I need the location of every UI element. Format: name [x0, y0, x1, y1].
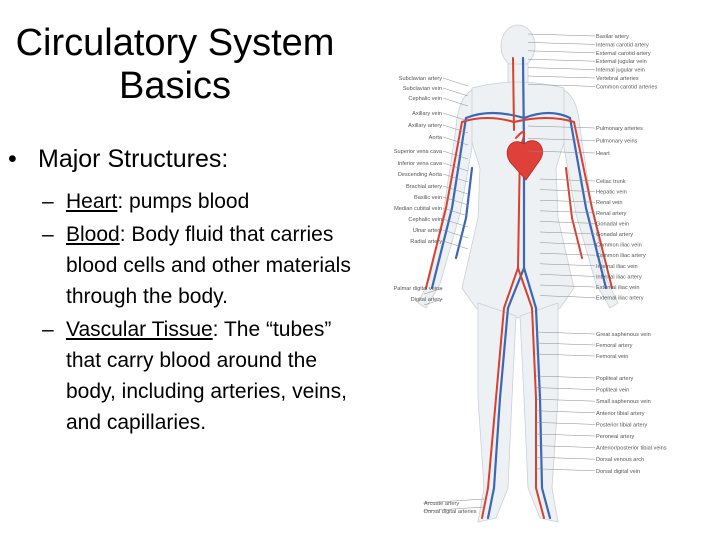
right-diagram-label-28: Anterior tibial artery [596, 410, 645, 417]
definition-heart: : pumps blood [117, 190, 250, 213]
left-diagram-label-3: Axillary vein [412, 111, 442, 117]
term-heart: Heart [66, 190, 118, 213]
right-diagram-label-7: Pulmonary arteries [596, 126, 643, 132]
right-leader-line-3 [528, 59, 595, 61]
left-diagram-label-13: Ulnar artery [412, 228, 442, 234]
right-diagram-label-20: External iliac vein [596, 285, 640, 291]
circulatory-diagram [360, 18, 716, 536]
right-diagram-label-4: Internal jugular vein [596, 67, 645, 74]
right-diagram-label-17: Common iliac artery [596, 253, 646, 260]
right-diagram-label-33: Dorsal digital vein [596, 468, 641, 475]
right-diagram-label-23: Femoral artery [596, 343, 633, 349]
right-diagram-label-14: Gonadal vein [596, 221, 629, 228]
right-diagram-label-3: External jugular vein [596, 59, 647, 66]
right-diagram-label-11: Hepatic vein [596, 189, 627, 196]
right-diagram-label-5: Vertebral arteries [596, 76, 639, 82]
left-diagram-label-2: Cephalic vein [408, 96, 442, 102]
right-diagram-label-25: Popliteal artery [596, 376, 634, 382]
definition-vascular-tissue: : The “tubes” that carry blood around the body, including arteries, veins, and capillaries. [66, 318, 347, 434]
left-diagram-label-11: Median cubital vein [394, 206, 442, 212]
right-diagram-label-6: Common carotid arteries [596, 84, 658, 91]
left-diagram-label-8: Descending Aorta [397, 172, 442, 178]
bullet-text: Major Structures: [38, 145, 229, 173]
left-diagram-label-9: Brachial artery [405, 184, 442, 190]
term-blood: Blood [66, 223, 120, 246]
bullet-dot-icon: • [8, 145, 17, 173]
left-diagram-label-7: Inferior vena cava [397, 161, 442, 167]
right-diagram-label-0: Basilar artery [596, 34, 629, 40]
left-diagram-label-4: Axillary artery [408, 123, 442, 129]
sub-bullet-heart [8, 186, 360, 217]
right-diagram-label-27: Small saphenous vein [596, 399, 651, 406]
right-diagram-label-30: Peroneal artery [596, 434, 635, 440]
bottom-diagram-label-0: Arcuate artery [424, 501, 460, 507]
right-diagram-label-29: Posterior tibial artery [596, 422, 648, 429]
right-diagram-label-21: External iliac artery [596, 295, 644, 302]
dash-icon: – [42, 318, 54, 341]
right-diagram-label-26: Popliteal vein [596, 387, 630, 394]
term-vascular-tissue: Vascular Tissue [66, 318, 213, 341]
right-diagram-label-22: Great saphenous vein [596, 332, 651, 338]
sub-bullet-blood [8, 219, 360, 312]
left-diagram-label-15: Palmar digital veins [393, 286, 442, 292]
right-diagram-label-31: Anterior/posterior tibial veins [596, 445, 667, 452]
right-diagram-label-1: Internal carotid artery [596, 42, 649, 49]
left-leader-line-0 [443, 78, 468, 86]
right-diagram-label-18: Internal iliac vein [596, 263, 638, 270]
left-diagram-label-6: Superior vena cava [393, 149, 442, 155]
right-diagram-label-24: Femoral vein [596, 354, 629, 360]
right-leader-line-2 [528, 51, 595, 53]
right-leader-line-5 [528, 76, 595, 78]
right-diagram-label-16: Common iliac vein [596, 242, 642, 249]
definition-blood: : Body fluid that carries blood cells and other materials through the body. [66, 223, 351, 308]
right-diagram-label-12: Renal vein [596, 200, 623, 207]
right-diagram-label-2: External carotid artery [596, 50, 651, 57]
bottom-diagram-label-1: Dorsal digital arteries [424, 509, 477, 515]
right-leader-line-0 [528, 34, 595, 36]
left-diagram-label-0: Subclavian artery [398, 76, 442, 82]
right-diagram-label-8: Pulmonary veins [596, 138, 638, 145]
dash-icon: – [42, 223, 54, 246]
dash-icon: – [42, 190, 54, 213]
right-diagram-label-9: Heart [596, 151, 610, 157]
title-line-1: Circulatory System [15, 22, 335, 64]
right-diagram-label-15: Gonadal artery [596, 232, 634, 238]
left-diagram-label-5: Aorta [428, 135, 442, 141]
left-diagram-label-14: Radial artery [410, 239, 442, 245]
left-diagram-label-1: Subclavian vein [402, 86, 442, 92]
right-diagram-label-19: Internal iliac artery [596, 274, 642, 281]
left-diagram-label-16: Digital artery [410, 297, 442, 303]
right-diagram-label-10: Celiac trunk [596, 179, 626, 185]
bullet-list [8, 142, 360, 440]
title-line-2: Basics [119, 64, 231, 107]
right-diagram-label-13: Renal artery [596, 210, 627, 217]
right-leader-line-4 [528, 68, 595, 70]
left-leader-line-1 [443, 88, 468, 96]
left-diagram-label-10: Basilic vein [414, 195, 442, 201]
right-diagram-label-32: Dorsal venous arch [596, 457, 645, 464]
right-leader-line-1 [528, 42, 595, 44]
sub-bullet-vascular-tissue [8, 314, 360, 438]
bullet-major-structures [8, 142, 360, 176]
slide-title [0, 22, 350, 108]
left-diagram-label-12: Cephalic vein [408, 217, 442, 223]
